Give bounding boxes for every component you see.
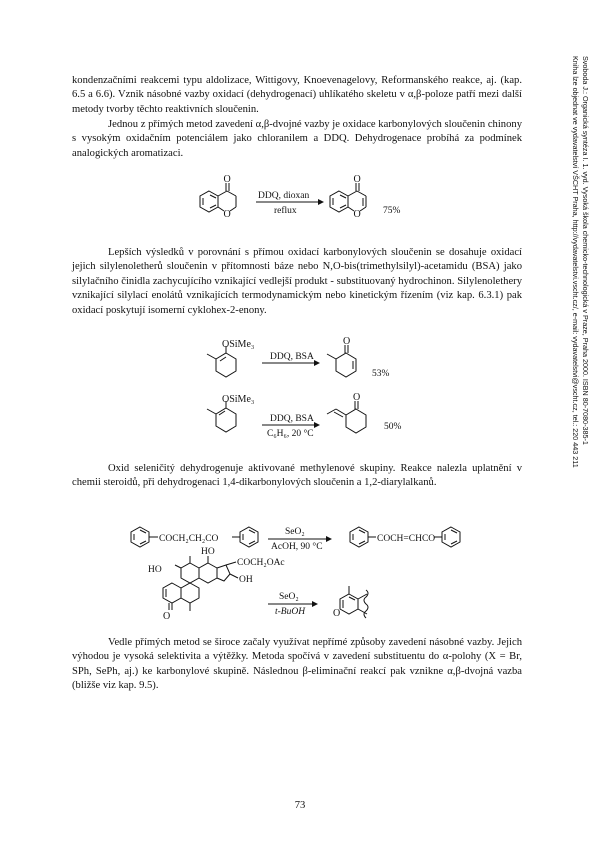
paragraph-5: Vedle přímých metod se široce začaly využívat nepřímé způsoby zavedení násobné vazby. Jejich výhodou je vysoká selektivita a výtěžky. Metoda spočívá v zavedení substituentu do α-polohy (X = Br, SPh, SePh, aj.) ke karbonylové skupině. Následnou β-eliminační reakcí pak vznikne α,β-dvojná vazba (bližše viz kap. 9.5). <box>72 637 522 692</box>
scheme2-group-1: OSiMe₃ <box>222 339 255 350</box>
scheme2-reagent-1: DDQ, BSA <box>270 352 314 362</box>
paragraph-2: Jednou z přímých metod zavedení α,β-dvojné vazby je oxidace karbonylových sloučenin chinony s vysokým oxidačním potenciálem jako chloranilem a DDQ. Dehydrogenace probíhá za podmínek analogických aromatizaci. <box>72 119 522 159</box>
scheme-chromanone-dehydrogenation <box>0 172 600 232</box>
scheme3-condition-2: t-BuOH <box>275 607 306 617</box>
scheme3-product-chain: COCH=CHCO <box>377 534 436 544</box>
scheme1-atom-o1: O <box>223 174 231 185</box>
page-number: 73 <box>294 800 306 811</box>
scheme1-condition: reflux <box>274 206 297 216</box>
scheme1-yield: 75% <box>383 206 401 216</box>
scheme2-condition-2: C₆H₆, 20 °C <box>267 429 314 439</box>
scheme-silylenolether-oxidation <box>0 336 600 446</box>
sidebar-citation <box>560 56 590 616</box>
scheme3-reagent-2: SeO₂ <box>279 592 299 602</box>
scheme3-condition: AcOH, 90 °C <box>271 542 323 552</box>
scheme2-reagent-2: DDQ, BSA <box>270 414 314 424</box>
scheme3-reagent: SeO₂ <box>285 527 305 537</box>
scheme3-ho-1: HO <box>148 565 162 575</box>
sidebar-line-1: Svoboda J.: Organická syntéza I. 1. vyd. Vysoká škola chemicko-technologická v Praze, Praha 2000. ISBN 80-7080-385-1 <box>581 56 590 445</box>
scheme1-reagent: DDQ, dioxan <box>258 191 310 201</box>
paragraph-1: kondenzačními reakcemi typu aldolizace, Wittigovy, Knoevenagelovy, Reformanského reakce, aj. (kap. 6.5 a 6.6). Vznik násobné vazby oxidací (dehydrogenací) uhlíkatého skeletu v α,β-poloze patří mezi další metody tvorby těchto reaktivních sloučenin. <box>72 75 522 115</box>
scheme3-structures <box>0 518 600 630</box>
scheme2-group-2: OSiMe₃ <box>222 394 255 405</box>
scheme2-yield-2: 50% <box>384 422 402 432</box>
scheme3-oh: OH <box>239 575 253 585</box>
scheme1-atom-o2: O <box>223 209 231 220</box>
scheme1-atom-o4: O <box>353 209 361 220</box>
sidebar-line-2: Kniha lze objednat ve vydavatelství VŠCHT Praha, http://vydavatelstvi.vscht.cz/, e-mail: vydavatelstvi@vscht.cz, tel.: 220 443 211 <box>571 56 580 468</box>
scheme2-structures <box>0 336 600 446</box>
paragraph-4: Oxid seleničitý dehydrogenuje aktivované methylenové skupiny. Reakce nalezla uplatnění v chemii steroidů, při dehydrogenaci 1,4-dikarbonylových sloučenin a 1,2-diarylalkanů. <box>72 463 522 489</box>
scheme3-atom-o: O <box>163 611 171 622</box>
scheme3-side-chain: COCH₂OAc <box>237 558 285 568</box>
scheme2-atom-o1: O <box>343 336 351 347</box>
scheme1-atom-o3: O <box>353 174 361 185</box>
paragraph-3: Lepších výsledků v porovnání s přímou oxidací karbonylových sloučenin se dosahuje oxidací jejich silylenoletherů sloučenin v přítomnosti báze nebo N,O-bis(trimethylsilyl)-acetamidu (BSA) jako silylačního činidla zachycujícího vznikající vedlejší produkt - substituovaný hydrochinon. Silylenolethery vznikající silylací enolátů vznikajících termodynamickým nebo kinetickým řízením (viz kap. 6.3.1) pak oxidací poskytují isomerní cyklohex-2-enony. <box>72 247 522 316</box>
scheme2-yield-1: 53% <box>372 369 390 379</box>
scheme3-start-chain: COCH₂CH₂CO <box>159 534 219 544</box>
scheme3-product-atom-o: O <box>333 608 341 619</box>
scheme1-structures <box>0 172 600 232</box>
scheme-selenium-dioxide <box>0 518 600 630</box>
scheme3-ho-2: HO <box>201 547 215 557</box>
scheme2-atom-o2: O <box>353 392 361 403</box>
